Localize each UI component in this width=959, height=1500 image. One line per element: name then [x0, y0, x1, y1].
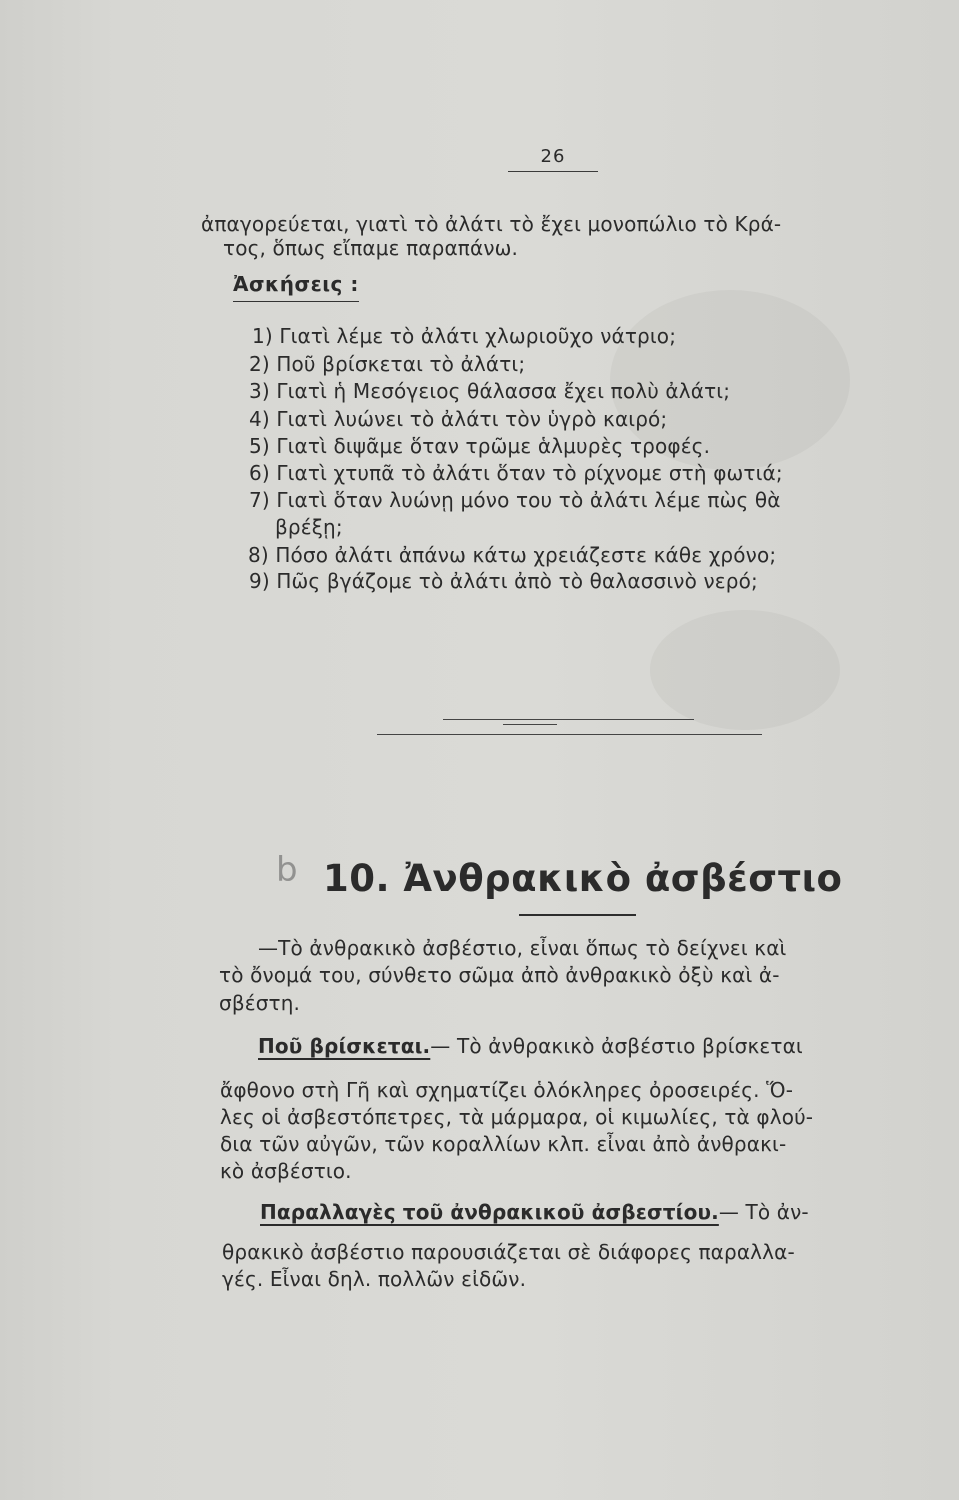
where-line: κὸ ἀσβέστιο. [220, 1159, 352, 1183]
where-line: ἄφθονο στὴ Γῆ καὶ σχηματίζει ὁλόκληρες ὀροσειρές. Ὅ- [220, 1078, 794, 1102]
where-label: Ποῦ βρίσκεται. [258, 1034, 431, 1058]
exercise-item-continuation: βρέξῃ; [275, 515, 343, 539]
exercise-item: 8) Πόσο ἀλάτι ἀπάνω κάτω χρειάζεστε κάθε χρόνο; [248, 543, 777, 567]
where-line: λες οἱ ἀσβεστόπετρες, τὰ μάρμαρα, οἱ κιμωλίες, τὰ φλού- [220, 1105, 814, 1129]
section-intro-line: τὸ ὄνομά του, σύνθετο σῶμα ἀπὸ ἀνθρακικὸ ὀξὺ καὶ ἀ- [219, 963, 780, 987]
exercise-item: 2) Ποῦ βρίσκεται τὸ ἀλάτι; [249, 352, 526, 376]
separator-line [377, 734, 762, 735]
separator-line [443, 719, 694, 720]
where-line: δια τῶν αὐγῶν, τῶν κοραλλίων κλπ. εἶναι ἀπὸ ἀνθρακι- [220, 1132, 787, 1156]
separator-line [503, 724, 557, 725]
exercise-item: 3) Γιατὶ ἡ Μεσόγειος θάλασσα ἔχει πολὺ ἀλάτι; [249, 379, 731, 403]
exercise-item: 6) Γιατὶ χτυπᾶ τὸ ἀλάτι ὅταν τὸ ρίχνομε στὴ φωτιά; [249, 461, 783, 485]
variants-paragraph-first-line [260, 1202, 809, 1222]
handwritten-margin-mark: b [276, 850, 298, 890]
section-title-underline [519, 914, 636, 916]
section-title: 10. Ἀνθρακικὸ ἀσβέστιο [323, 857, 843, 900]
paper-stain [650, 610, 840, 730]
section-intro-line: —Τὸ ἀνθρακικὸ ἀσβέστιο, εἶναι ὅπως τὸ δείχνει καὶ [258, 936, 787, 960]
exercise-item: 7) Γιατὶ ὅταν λυώνῃ μόνο του τὸ ἀλάτι λέμε πὼς θὰ [249, 488, 781, 512]
section-intro-line: σβέστη. [219, 991, 301, 1015]
exercise-item: 5) Γιατὶ διψᾶμε ὅταν τρῶμε ἁλμυρὲς τροφές. [249, 434, 711, 458]
variants-label: Παραλλαγὲς τοῦ ἀνθρακικοῦ ἀσβεστίου. [260, 1200, 719, 1224]
where-first-line-text: — Τὸ ἀνθρακικὸ ἀσβέστιο βρίσκεται [430, 1034, 803, 1058]
intro-line: ἀπαγορεύεται, γιατὶ τὸ ἀλάτι τὸ ἔχει μονοπώλιο τὸ Κρά- [201, 212, 782, 236]
exercises-heading: Ἀσκήσεις : [233, 272, 359, 302]
variants-first-line-text: — Τὸ ἀν- [718, 1200, 809, 1224]
page-number: 26 [508, 146, 598, 172]
exercise-item: 4) Γιατὶ λυώνει τὸ ἀλάτι τὸν ὑγρὸ καιρό; [249, 407, 668, 431]
exercise-item: 9) Πῶς βγάζομε τὸ ἀλάτι ἀπὸ τὸ θαλασσινὸ νερό; [249, 569, 758, 593]
variants-line: γές. Εἶναι δηλ. πολλῶν εἰδῶν. [222, 1267, 527, 1291]
exercise-item: 1) Γιατὶ λέμε τὸ ἀλάτι χλωριοῦχο νάτριο; [252, 324, 677, 348]
where-paragraph-first-line [258, 1036, 803, 1056]
intro-line: τος, ὅπως εἴπαμε παραπάνω. [223, 236, 519, 260]
variants-line: θρακικὸ ἀσβέστιο παρουσιάζεται σὲ διάφορες παραλλα- [222, 1240, 795, 1264]
